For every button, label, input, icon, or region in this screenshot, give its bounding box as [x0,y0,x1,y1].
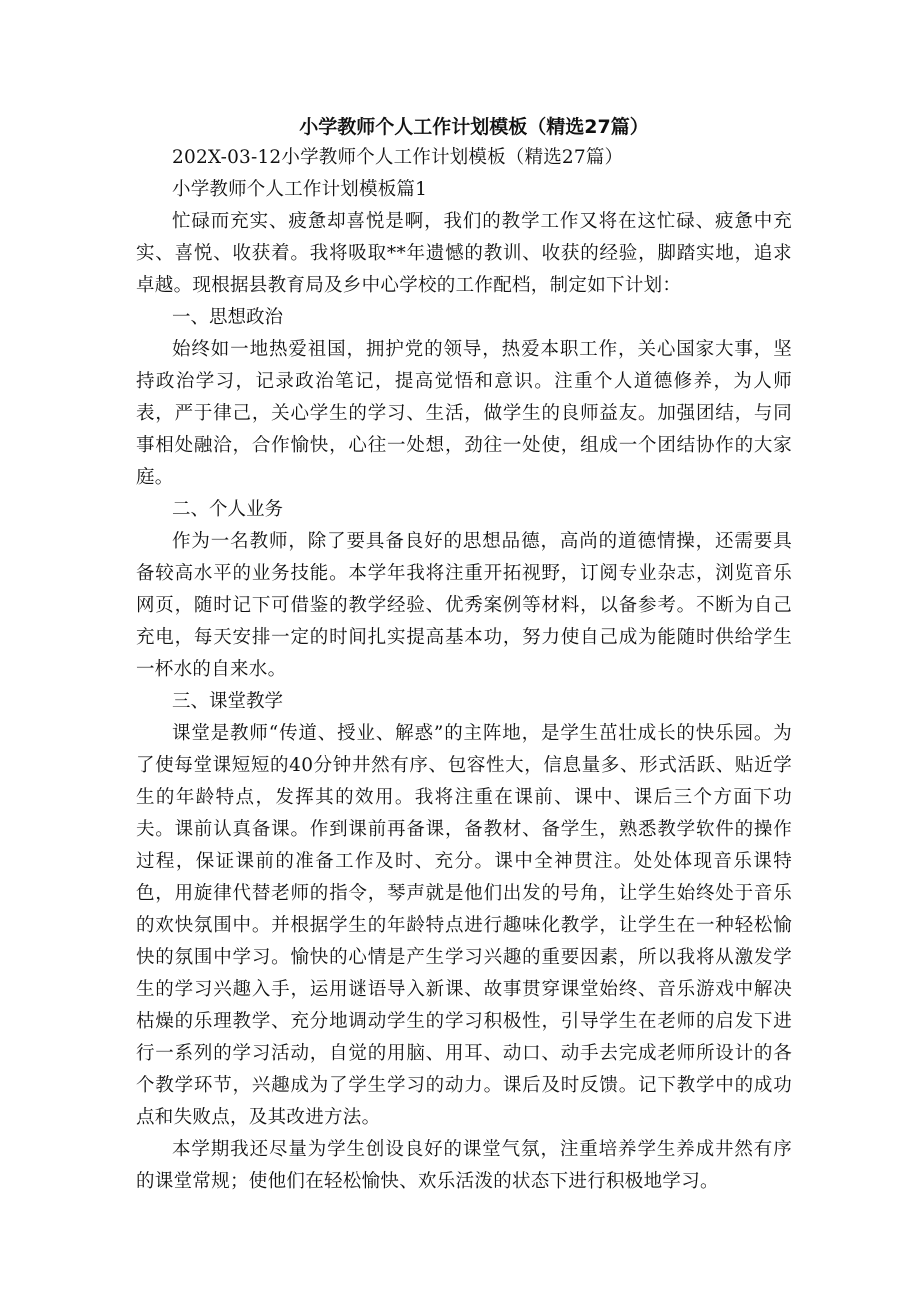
section-heading-professional: 二、个人业务 [172,499,284,520]
document-title: 小学教师个人工作计划模板（精选27篇） [299,116,649,138]
closing-paragraph: 本学期我还尽量为学生创设良好的课堂气氛，注重培养学生养成井然有序的课堂常规；使他们在轻松愉快、欢乐活泼的状态下进行积极地学习。 [136,1139,792,1192]
date-title-line: 202X-03-12小学教师个人工作计划模板（精选27篇） [172,147,624,168]
template-subheading: 小学教师个人工作计划模板篇1 [172,179,428,200]
intro-paragraph: 忙碌而充实、疲惫却喜悦是啊，我们的教学工作又将在这忙碌、疲惫中充实、喜悦、收获着。我将吸取**年遗憾的教训、收获的经验，脚踏实地，追求卓越。现根据县教育局及乡中心学校的工作配档，制定如下计划： [136,211,792,296]
section-paragraph-classroom: 课堂是教师“传道、授业、解惑”的主阵地，是学生茁壮成长的快乐园。为了使每堂课短短的40分钟井然有序、包容性大，信息量多、形式活跃、贴近学生的年龄特点，发挥其的效用。我将注重在课前、课中、课后三个方面下功夫。课前认真备课。作到课前再备课，备教材、备学生，熟悉教学软件的操作过程，保证课前的准备工作及时、充分。课中全神贯注。处处体现音乐课特色，用旋律代替老师的指令，琴声就是他们出发的号角，让学生始终处于音乐的欢快氛围中。并根据学生的年龄特点进行趣味化教学，让学生在一种轻松愉快的氛围中学习。愉快的心情是产生学习兴趣的重要因素，所以我将从激发学生的学习兴趣入手，运用谜语导入新课、故事贯穿课堂始终、音乐游戏中解决枯燥的乐理教学、充分地调动学生的学习积极性，引导学生在老师的启发下进行一系列的学习活动，自觉的用脑、用耳、动口、动手去完成老师所设计的各个教学环节，兴趣成为了学生学习的动力。课后及时反馈。记下教学中的成功点和失败点，及其改进方法。 [136,723,792,1128]
section-heading-politics: 一、思想政治 [172,307,284,328]
document-body [136,112,792,1198]
section-paragraph-politics: 始终如一地热爱祖国，拥护党的领导，热爱本职工作，关心国家大事，坚持政治学习，记录政治笔记，提高觉悟和意识。注重个人道德修养，为人师表，严于律己，关心学生的学习、生活，做学生的良师益友。加强团结，与同事相处融洽，合作愉快，心往一处想，劲往一处使，组成一个团结协作的大家庭。 [136,339,792,488]
section-paragraph-professional: 作为一名教师，除了要具备良好的思想品德，高尚的道德情操，还需要具备较高水平的业务技能。本学年我将注重开拓视野，订阅专业杂志，浏览音乐网页，随时记下可借鉴的教学经验、优秀案例等材料，以备参考。不断为自己充电，每天安排一定的时间扎实提高基本功，努力使自己成为能随时供给学生一杯水的自来水。 [136,531,792,680]
section-heading-classroom: 三、课堂教学 [172,691,284,712]
